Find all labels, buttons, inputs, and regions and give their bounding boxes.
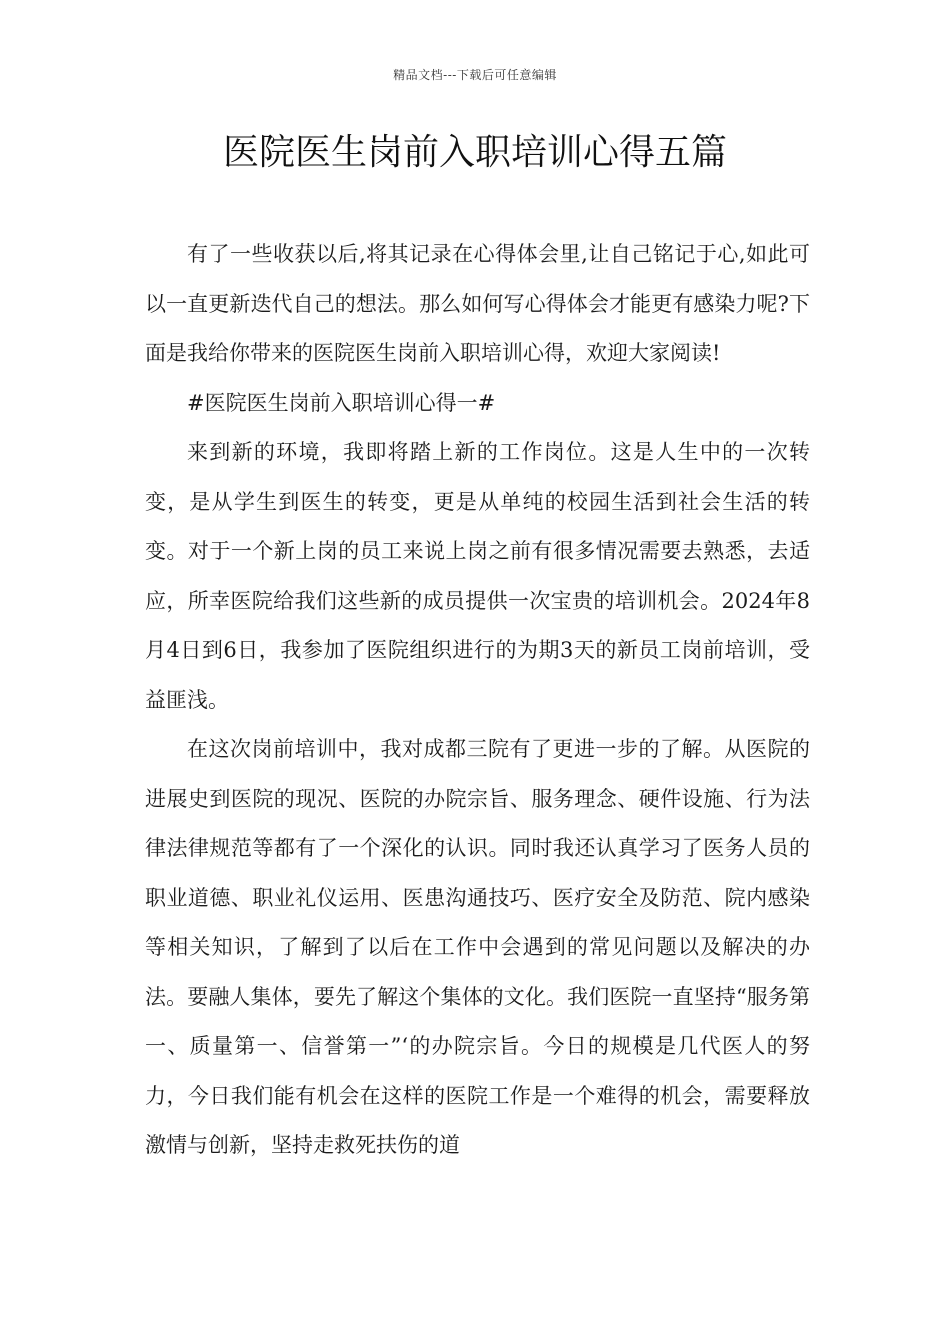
header-note: 精品文档---下载后可任意编辑 (393, 68, 557, 82)
paragraph: 在这次岗前培训中，我对成都三院有了更进一步的了解。从医院的进展史到医院的现况、医院的办院宗旨、服务理念、硬件设施、行为法律法律规范等都有了一个深化的认识。同时我还认真学习了医务人员的职业道德、职业礼仪运用、医患沟通技巧、医疗安全及防范、院内感染等相关知识，了解到了以后在工作中会遇到的常见问题以及解决的办法。要融人集体，要先了解这个集体的文化。我们医院一直坚持“服务第一、质量第一、信誉第一”‘的办院宗旨。今日的规模是几代医人的努力，今日我们能有机会在这样的医院工作是一个难得的机会，需要释放激情与创新，坚持走救死扶伤的道 (145, 737, 810, 1157)
document-title: 医院医生岗前入职培训心得五篇 (222, 132, 727, 173)
paragraph: 来到新的环境，我即将踏上新的工作岗位。这是人生中的一次转变，是从学生到医生的转变，更是从单纯的校园生活到社会生活的转变。对于一个新上岗的员工来说上岗之前有很多情况需要去熟悉，去适应，所幸医院给我们这些新的成员提供一次宝贵的培训机会。2024年8月4日到6日，我参加了医院组织进行的为期3天的新员工岗前培训，受益匪浅。 (145, 440, 810, 712)
document-body (145, 230, 810, 1171)
section-heading: #医院医生岗前入职培训心得一# (187, 390, 496, 415)
paragraph-intro: 有了一些收获以后,将其记录在心得体会里,让自己铭记于心,如此可以一直更新迭代自己的想法。那么如何写心得体会才能更有感染力呢?下面是我给你带来的医院医生岗前入职培训心得，欢迎大家阅读! (145, 242, 810, 365)
